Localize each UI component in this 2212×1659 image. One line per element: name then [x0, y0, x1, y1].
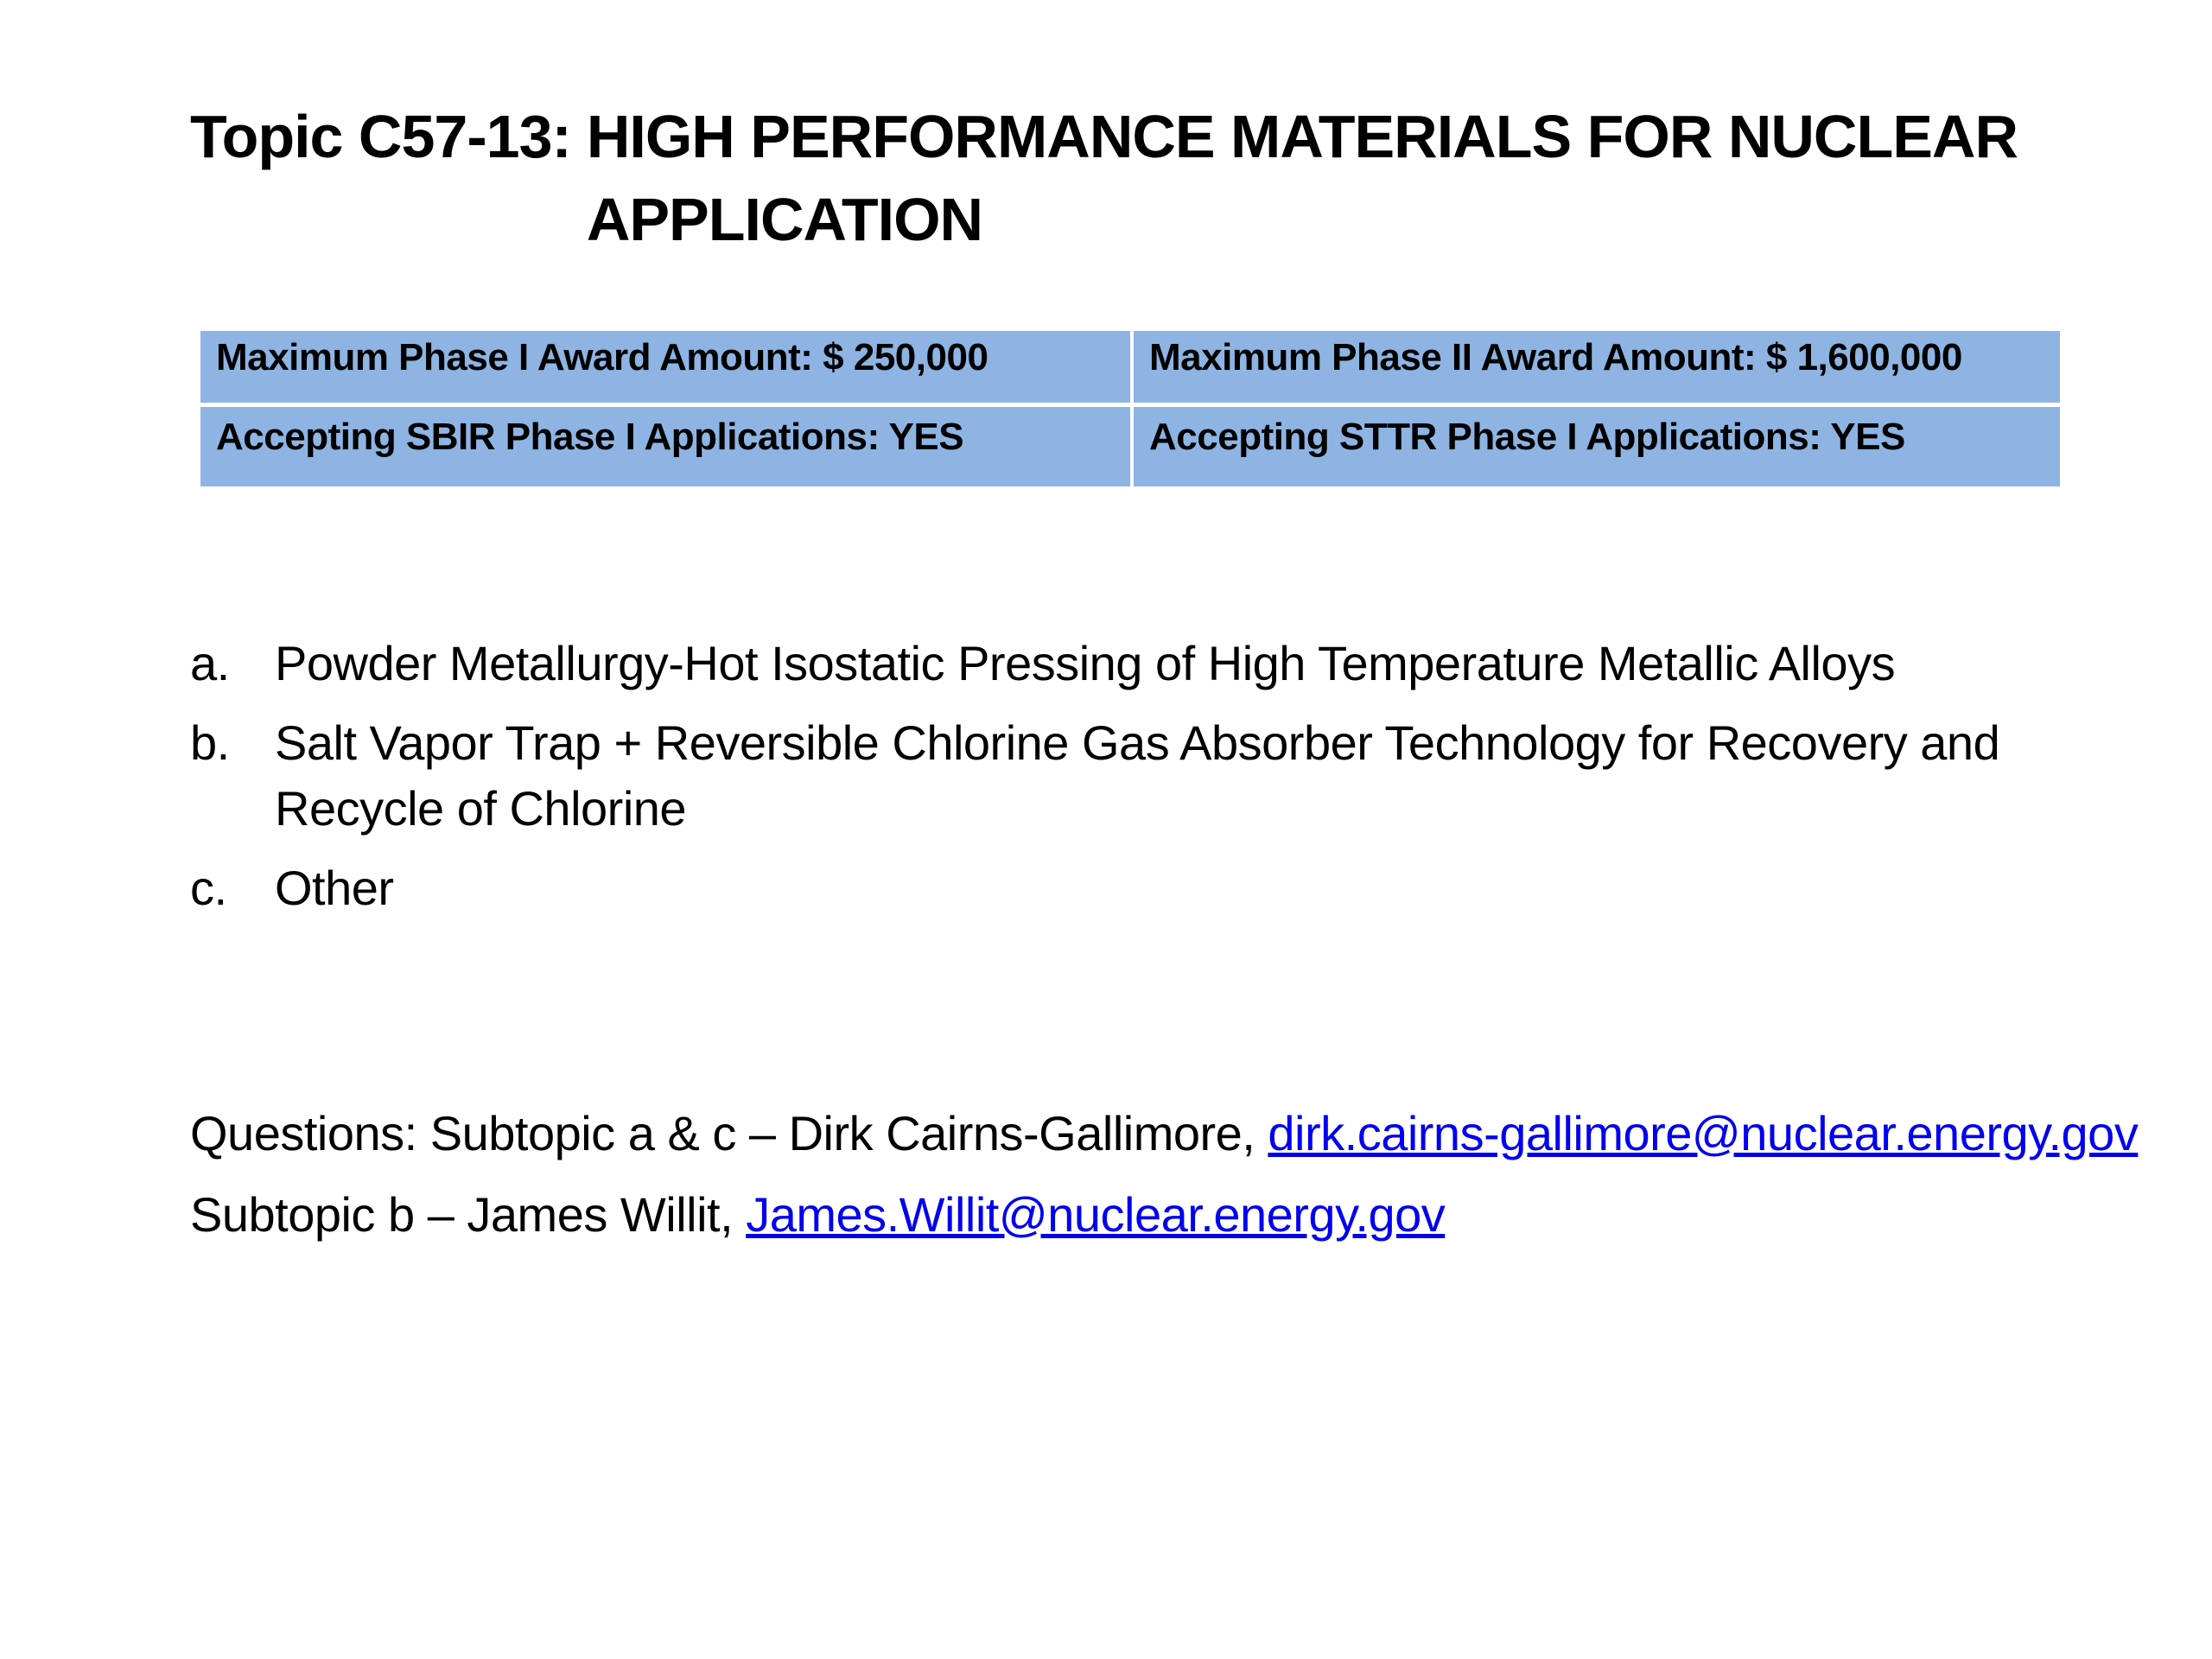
phase1-award-amount: Maximum Phase I Award Amount: $ 250,000 — [200, 331, 1134, 407]
email-link-james[interactable]: James.Willit@nuclear.energy.gov — [746, 1187, 1446, 1242]
sttr-phase1-status: Accepting STTR Phase I Applications: YES — [1134, 407, 2060, 486]
subtopic-text: Salt Vapor Trap + Reversible Chlorine Gas Absorber Technology for Recovery and Recycle of Chlorine — [275, 715, 2000, 836]
phase2-award-amount: Maximum Phase II Award Amount: $ 1,600,000 — [1134, 331, 2060, 407]
list-item — [190, 710, 2091, 842]
sbir-phase1-status: Accepting SBIR Phase I Applications: YES — [200, 407, 1134, 486]
contact-section — [190, 1093, 2177, 1255]
table-row — [200, 331, 2060, 407]
topic-number: Topic C57-13: — [190, 103, 571, 170]
subtopic-list — [190, 631, 2091, 935]
topic-name-line-2: APPLICATION — [586, 186, 983, 253]
contact-text: Questions: Subtopic a & c – Dirk Cairns-Gallimore, — [190, 1106, 1268, 1160]
list-item — [190, 631, 2091, 696]
contact-text: Subtopic b – James Willit, — [190, 1187, 747, 1242]
email-link-dirk[interactable]: dirk.cairns-gallimore@nuclear.energy.gov — [1268, 1106, 2139, 1160]
subtopic-text: Powder Metallurgy-Hot Isostatic Pressing of High Temperature Metallic Alloys — [275, 636, 1896, 690]
list-marker: b. — [190, 715, 230, 770]
list-marker: c. — [190, 861, 227, 915]
contact-line-subtopic-a-c — [190, 1093, 2177, 1174]
contact-line-subtopic-b — [190, 1174, 2177, 1255]
topic-name-line-1: HIGH PERFORMANCE MATERIALS FOR NUCLEAR — [586, 103, 2018, 170]
award-info-table — [200, 331, 2060, 486]
page-title — [190, 95, 2091, 261]
table-row — [200, 407, 2060, 486]
subtopic-text: Other — [275, 861, 394, 915]
list-item — [190, 855, 2091, 921]
list-marker: a. — [190, 636, 230, 690]
topic-name — [587, 95, 2018, 261]
